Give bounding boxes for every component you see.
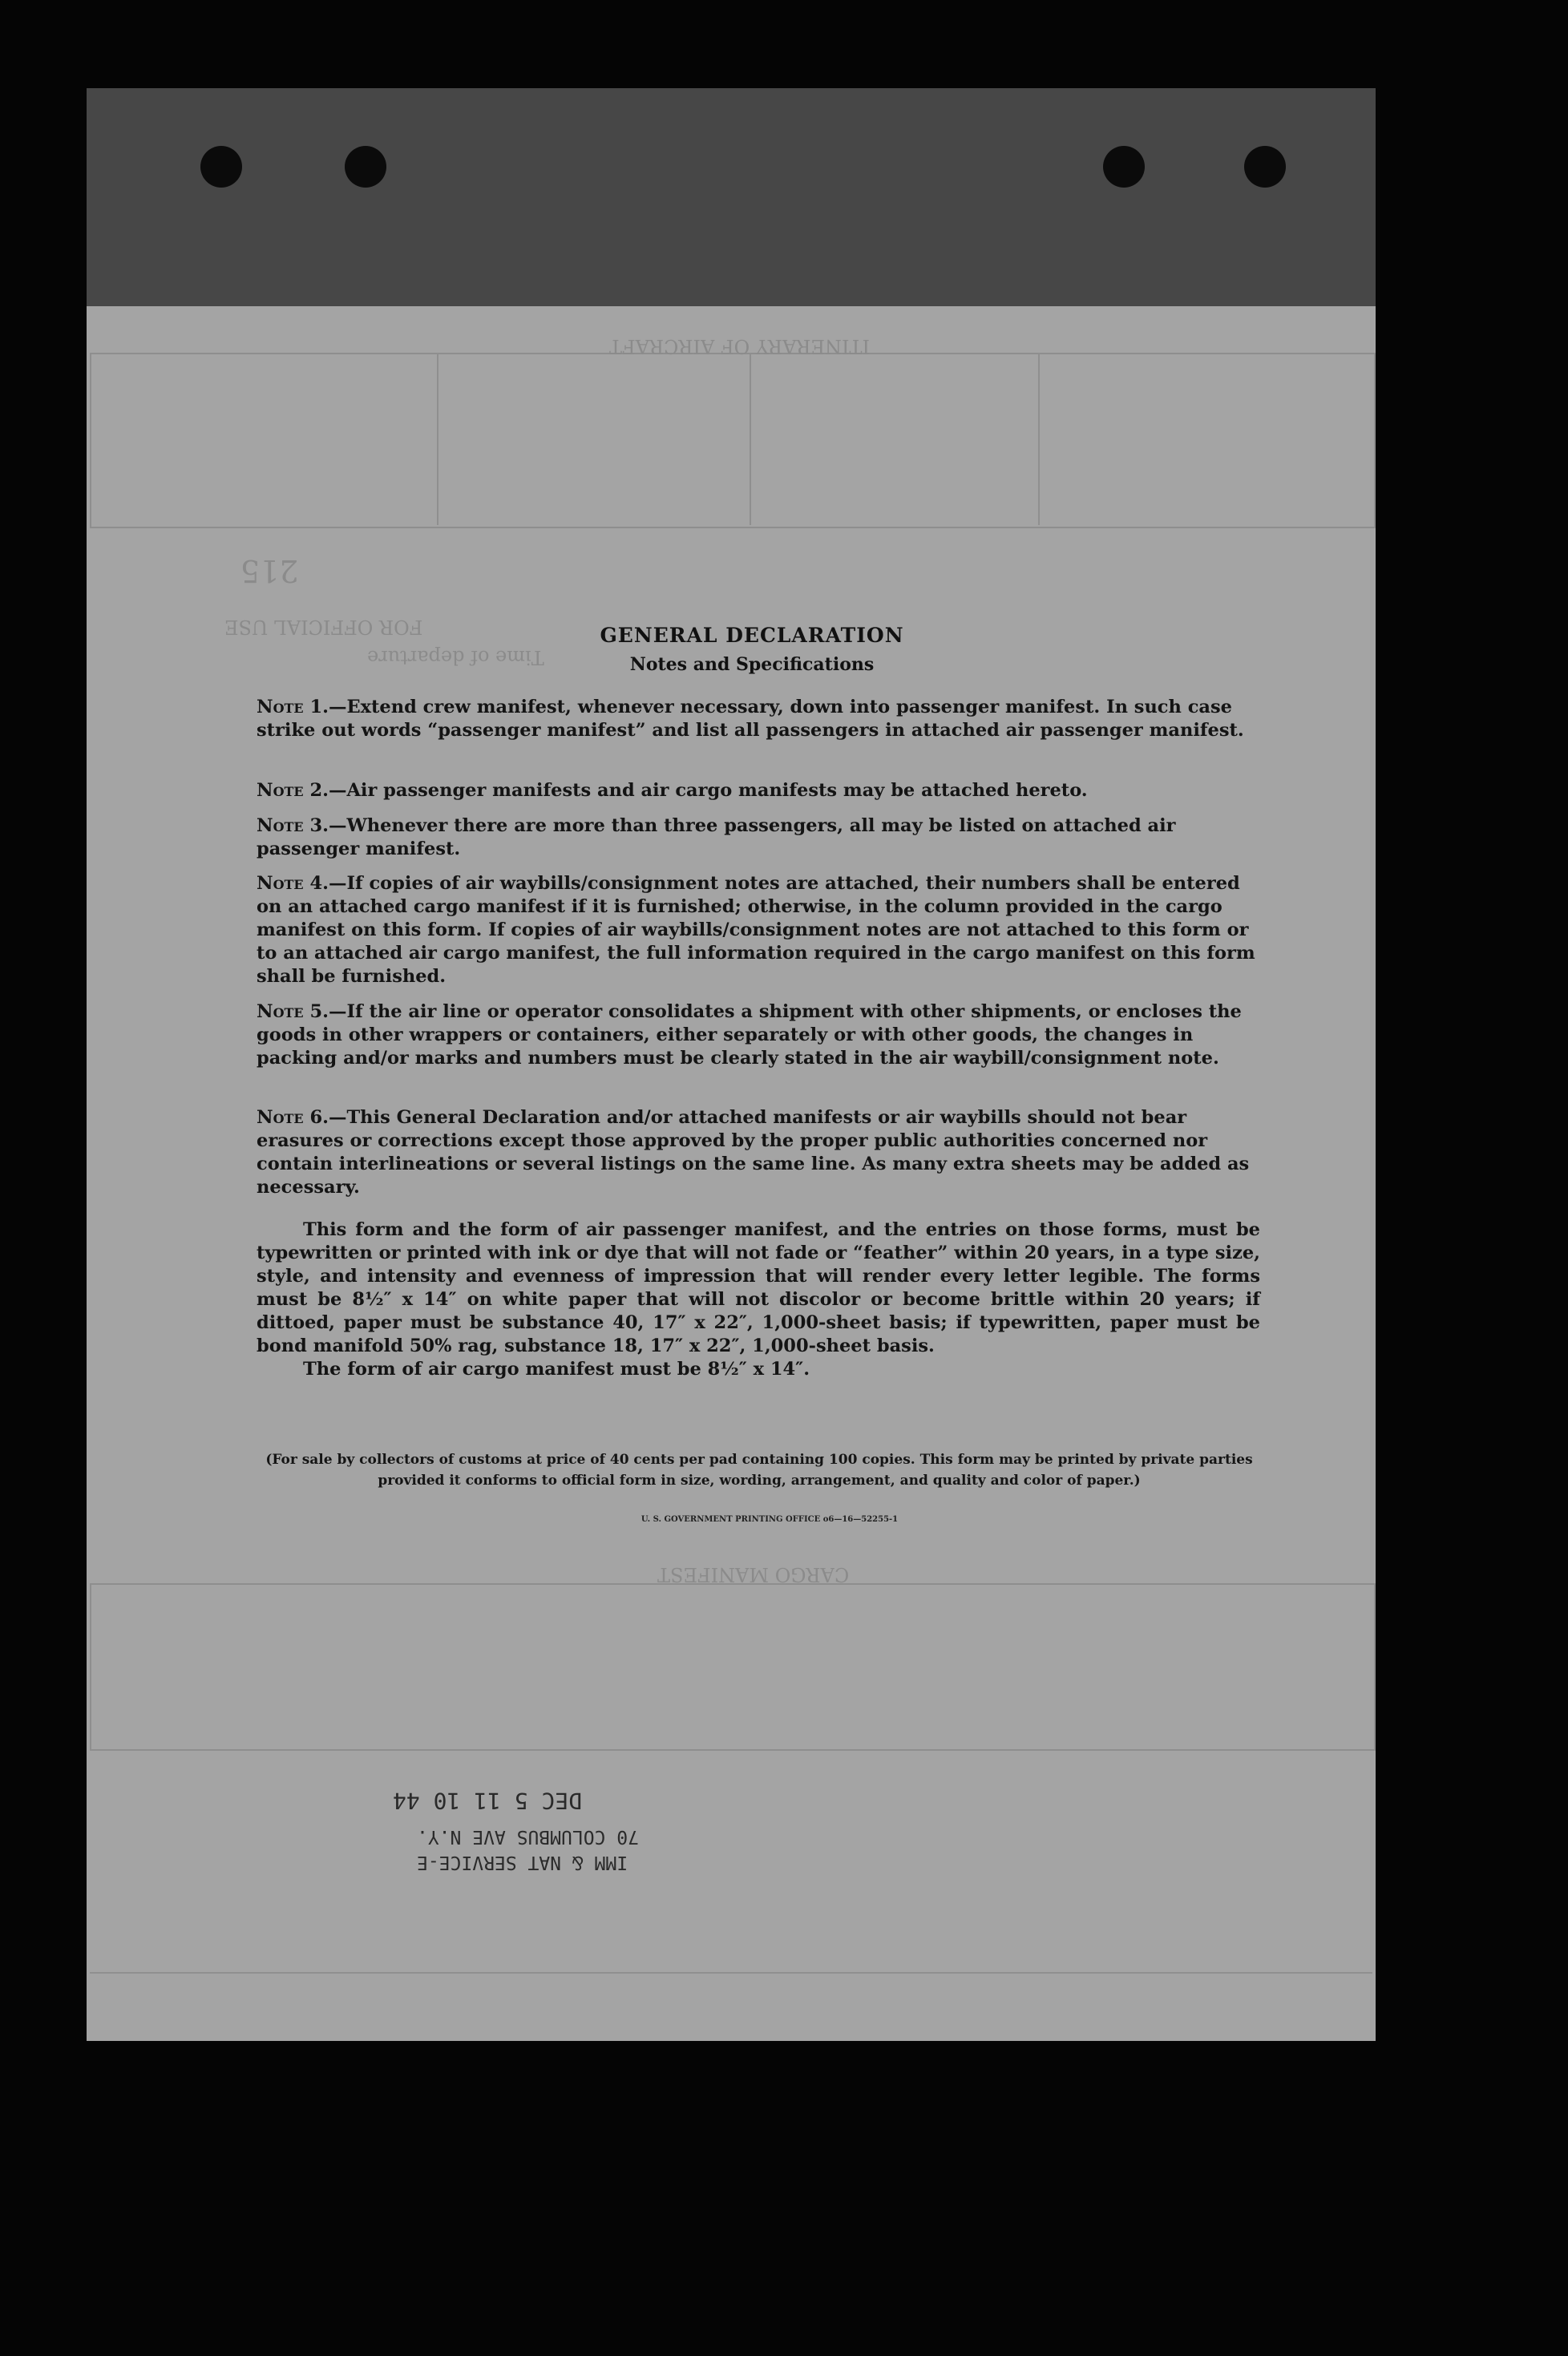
note-label: Note 6.	[257, 1107, 329, 1128]
note-3	[257, 814, 1260, 861]
stamp-line-2: IMM & NAT SERVICE-E	[417, 1852, 628, 1873]
bleedthrough-rule	[1038, 353, 1040, 525]
bleedthrough-rule	[90, 1972, 1372, 1974]
punch-hole	[1244, 146, 1286, 188]
note-label: Note 3.	[257, 815, 329, 836]
punch-hole	[200, 146, 242, 188]
note-label: Note 2.	[257, 780, 329, 801]
note-label: Note 5.	[257, 1001, 329, 1022]
note-label: Note 1.	[257, 697, 329, 717]
document-subtitle: Notes and Specifications	[629, 654, 875, 675]
specification-paragraph: This form and the form of air passenger manifest, and the entries on those forms, must be typewritten or printed with ink or dye that will not fade or “feather” within 20 years, in a type size, style, and intensity and evenness of impression that will render every letter legible. The forms must be 8½″ x 14″ on white paper that will not discolor or become brittle within 20 years; if dittoed, paper must be substance 40, 17″ x 22″, 1,000-sheet basis; if typewritten, paper must be bond manifold 50% rag, substance 18, 17″ x 22″, 1,000-sheet basis.	[257, 1219, 1260, 1356]
bleedthrough-time-departure: Time of departure	[367, 646, 544, 669]
stamp-date: DEC 5 11 10 44	[393, 1788, 583, 1814]
binding-strip	[87, 88, 1376, 306]
note-label: Note 4.	[257, 873, 329, 894]
note-text: —Extend crew manifest, whenever necessary, down into passenger manifest. In such case strike out words “passenger manifest” and list all passengers in attached air passenger manifest.	[257, 697, 1244, 741]
bleedthrough-itinerary-heading: ITINERARY OF AIRCRAFT	[609, 335, 870, 358]
bleedthrough-official-use: FOR OFFICIAL USE	[224, 616, 423, 638]
bleedthrough-rule	[437, 353, 438, 525]
punch-hole	[1103, 146, 1145, 188]
note-1	[257, 696, 1260, 742]
note-text: —Whenever there are more than three passengers, all may be listed on attached air passenger manifest.	[257, 815, 1176, 859]
punch-hole	[345, 146, 386, 188]
note-text: —This General Declaration and/or attached manifests or air waybills should not bear erasures or corrections except those approved by the proper public authorities concerned nor contain interlineations or several listings on the same line. As many extra sheets may be added as necessary.	[257, 1107, 1250, 1198]
bleedthrough-itinerary-table	[90, 353, 1376, 528]
note-text: —Air passenger manifests and air cargo manifests may be attached hereto.	[328, 780, 1088, 801]
bleedthrough-rule	[750, 353, 751, 525]
note-2	[257, 779, 1260, 802]
note-5	[257, 1000, 1260, 1070]
stamp-line-1: 70 COLUMBUS AVE N.Y.	[417, 1826, 639, 1847]
note-text: —If copies of air waybills/consignment notes are attached, their numbers shall be entered on an attached cargo manifest if it is furnished; otherwise, in the column provided in the cargo manifest on this form. If copies of air waybills/consignment notes are not attached to this form or to an attached air cargo manifest, the full information required in the cargo manifest on this form shall be furnished.	[257, 873, 1255, 987]
document-title: GENERAL DECLARATION	[600, 624, 904, 647]
note-6	[257, 1106, 1260, 1199]
bleedthrough-cargo-heading: CARGO MANIFEST	[657, 1563, 850, 1586]
bleedthrough-cargo-table	[90, 1583, 1376, 1751]
cargo-manifest-size: The form of air cargo manifest must be 8½″ x 14″.	[303, 1359, 810, 1380]
note-text: —If the air line or operator consolidates a shipment with other shipments, or encloses the goods in other wrappers or containers, either separately or with other goods, the changes in packing and/or marks and numbers must be clearly stated in the air waybill/consignment note.	[257, 1001, 1242, 1069]
bleedthrough-number: 215	[240, 553, 299, 588]
printing-office-line: U. S. GOVERNMENT PRINTING OFFICE o6—16—52255-1	[641, 1515, 899, 1524]
sale-note: (For sale by collectors of customs at price of 40 cents per pad containing 100 copies. This form may be printed by private parties provided it conforms to official form in size, wording, arrangement, and quality and color of paper.)	[265, 1452, 1253, 1489]
note-4	[257, 872, 1260, 988]
